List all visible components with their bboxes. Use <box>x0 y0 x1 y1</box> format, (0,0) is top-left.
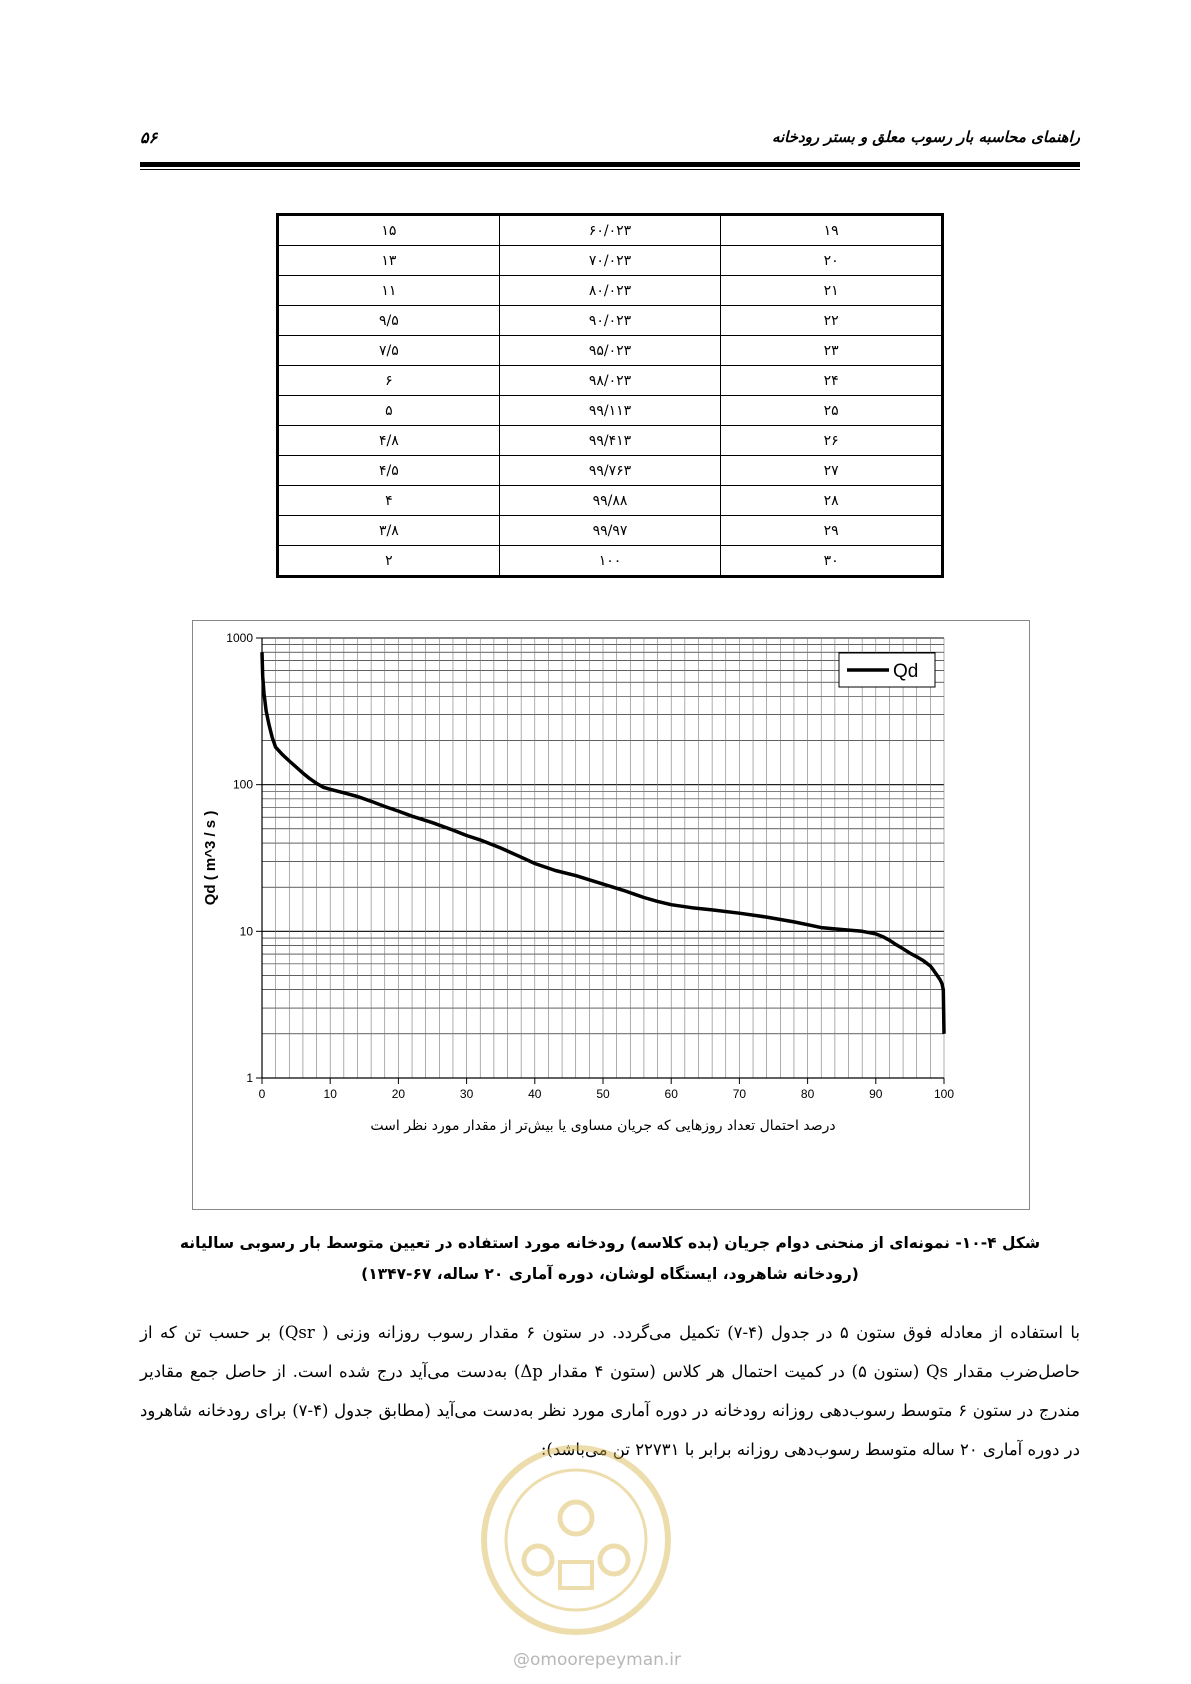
header-title: راهنمای محاسبه بار رسوب معلق و بستر رودخانه <box>771 128 1080 146</box>
table-row <box>278 516 943 546</box>
table-cell: ۹/۵ <box>278 306 500 336</box>
table-row <box>278 546 943 577</box>
chart-svg <box>193 621 1029 1209</box>
paragraph-text: با استفاده از معادله فوق ستون ۵ در جدول (۴-۷) تکمیل می‌گردد. در ستون ۶ مقدار رسوب روزانه وزنی ( Qsr) بر حسب تن که از حاصل‌ضرب مقدار Qs (ستون ۵) در کمیت احتمال هر کلاس (ستون ۴ مقدار Δp) به‌دست می‌آید درج شده است. از حاصل جمع مقادیر مندرج در ستون ۶ متوسط رسوب‌دهی روزانه رودخانه در دوره آماری مورد نظر به‌دست می‌آید (مطابق جدول (۴-۷) برای رودخانه شاهرود در دوره آماری ۲۰ ساله متوسط رسوب‌دهی روزانه برابر با ۲۲۷۳۱ تن می‌باشد): <box>140 1323 1080 1459</box>
table-cell: ۹۹/۸۸ <box>499 486 721 516</box>
x-tick-label: 90 <box>869 1087 883 1101</box>
figure-caption <box>140 1228 1080 1290</box>
table-cell: ۲۰ <box>721 246 943 276</box>
table-cell: ۴/۸ <box>278 426 500 456</box>
y-axis-title: Qd ( m^3 / s ) <box>202 810 219 906</box>
table-cell: ۲۱ <box>721 276 943 306</box>
table-cell: ۱۹ <box>721 215 943 246</box>
header-rule <box>140 162 1080 167</box>
table-cell: ۲۹ <box>721 516 943 546</box>
table-cell: ۳۰ <box>721 546 943 577</box>
page-number: ۵۶ <box>140 128 158 147</box>
x-axis-title: درصد احتمال تعداد روزهایی که جریان مساوی یا بیش‌تر از مقدار مورد نظر است <box>370 1118 836 1134</box>
table-cell: ۸۰/۰۲۳ <box>499 276 721 306</box>
table-cell: ۳/۸ <box>278 516 500 546</box>
table-row <box>278 306 943 336</box>
y-tick-label: 1 <box>246 1071 253 1085</box>
seal-logo-icon <box>476 1440 676 1645</box>
table-cell: ۶۰/۰۲۳ <box>499 215 721 246</box>
table-cell: ۱۵ <box>278 215 500 246</box>
table-row <box>278 246 943 276</box>
table-cell: ۹۹/۴۱۳ <box>499 426 721 456</box>
table-cell: ۱۱ <box>278 276 500 306</box>
page-header <box>140 128 1080 156</box>
y-tick-label: 100 <box>232 777 253 792</box>
table-row <box>278 426 943 456</box>
table-row <box>278 396 943 426</box>
caption-line-2: (رودخانه شاهرود، ایستگاه لوشان، دوره آماری ۲۰ ساله، ۶۷-۱۳۴۷) <box>361 1265 859 1283</box>
table-cell: ۹۰/۰۲۳ <box>499 306 721 336</box>
x-tick-label: 30 <box>459 1087 474 1101</box>
table-cell: ۲۳ <box>721 336 943 366</box>
legend-label: Qd <box>893 661 919 682</box>
table-cell: ۵ <box>278 396 500 426</box>
x-tick-label: 80 <box>800 1087 815 1101</box>
table-cell: ۹۹/۹۷ <box>499 516 721 546</box>
x-tick-label: 20 <box>391 1087 406 1101</box>
table-row <box>278 336 943 366</box>
y-tick-label: 1000 <box>226 631 253 645</box>
flow-duration-chart <box>192 620 1030 1210</box>
header-rule-thin <box>140 169 1080 170</box>
table-cell: ۲۶ <box>721 426 943 456</box>
table-cell: ۷/۵ <box>278 336 500 366</box>
table-cell: ۲۴ <box>721 366 943 396</box>
x-tick-label: 0 <box>258 1087 266 1101</box>
x-tick-label: 50 <box>596 1087 610 1101</box>
x-tick-label: 100 <box>933 1087 955 1101</box>
table-cell: ۹۹/۱۱۳ <box>499 396 721 426</box>
table-cell: ۴/۵ <box>278 456 500 486</box>
table-cell: ۲ <box>278 546 500 577</box>
table-cell: ۲۸ <box>721 486 943 516</box>
y-tick-label: 10 <box>239 924 253 939</box>
table-cell: ۲۲ <box>721 306 943 336</box>
table-cell: ۴ <box>278 486 500 516</box>
footer-url: @omoorepeyman.ir <box>512 1650 682 1670</box>
x-tick-label: 40 <box>528 1087 542 1101</box>
caption-line-1: شکل ۴-۱۰- نمونه‌ای از منحنی دوام جریان (بده کلاسه) رودخانه مورد استفاده در تعیین متوسط بار رسوبی سالیانه <box>179 1234 1041 1252</box>
x-tick-label: 60 <box>664 1087 678 1101</box>
table-cell: ۲۵ <box>721 396 943 426</box>
table-cell: ۱۳ <box>278 246 500 276</box>
table-cell: ۱۰۰ <box>499 546 721 577</box>
table-row <box>278 456 943 486</box>
table-cell: ۶ <box>278 366 500 396</box>
x-tick-label: 70 <box>732 1087 747 1101</box>
table-row <box>278 276 943 306</box>
table-cell: ۷۰/۰۲۳ <box>499 246 721 276</box>
table-cell: ۹۸/۰۲۳ <box>499 366 721 396</box>
table-body <box>278 215 943 577</box>
table-cell: ۲۷ <box>721 456 943 486</box>
table-cell: ۹۹/۷۶۳ <box>499 456 721 486</box>
x-tick-label: 10 <box>323 1087 337 1101</box>
table-row <box>278 215 943 246</box>
data-table <box>276 213 944 578</box>
table-row <box>278 366 943 396</box>
table-row <box>278 486 943 516</box>
table-cell: ۹۵/۰۲۳ <box>499 336 721 366</box>
